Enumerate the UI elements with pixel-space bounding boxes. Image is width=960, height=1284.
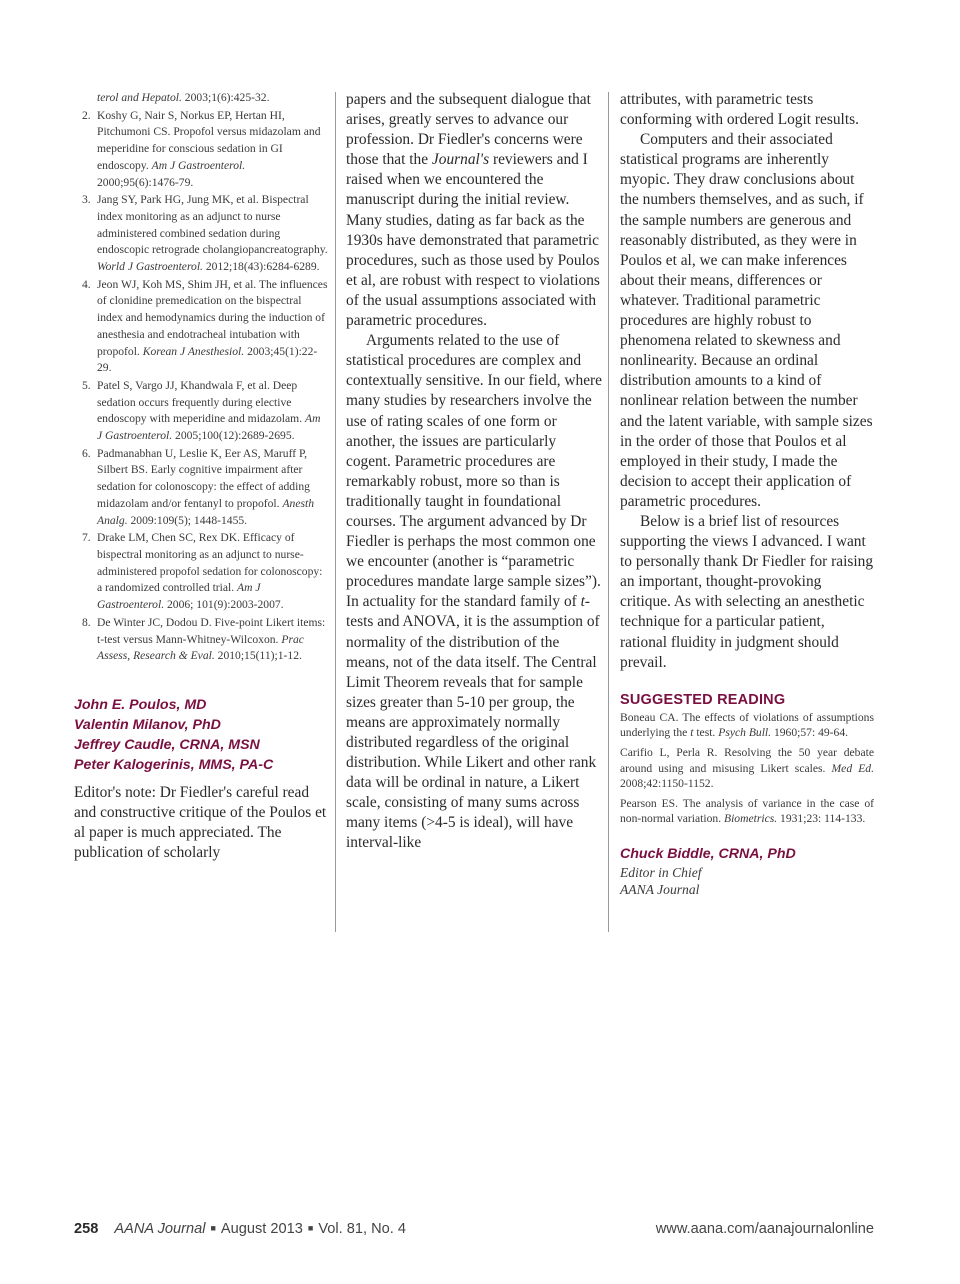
issue-date: August 2013 [220, 1221, 303, 1237]
editor-note-label: Editor's note: [74, 783, 156, 801]
column-middle [346, 90, 602, 854]
author-list [74, 695, 328, 775]
reference-number: 6. [82, 446, 91, 460]
suggested-reading-text: Pearson ES. The analysis of variance in the case of non-normal variation. [620, 796, 874, 826]
paragraph-text: reviewers and I raised when we encountered the manuscript during the initial review. Many studies, dating as far back as the 1930s have demonstrated that parametric procedures, such as those used by Poulos et al, are robust with respect to violations of the usual assumptions associated with parametric procedures. [346, 151, 600, 330]
signature-org: AANA Journal [620, 881, 700, 897]
paragraph: Below is a brief list of resources supporting the views I advanced. I want to personally thank Dr Fiedler for raising an important, thought-provoking critique. As with selecting an anesthetic technique for a particular patient, rational fluidity in judgment should prevail. [620, 512, 874, 671]
reference-text: Jeon WJ, Koh MS, Shim JH, et al. The influences of clonidine premedication on the bispectral index and hemodynamics during the induction of anesthesia and endotracheal intubation with propofol. [97, 277, 328, 358]
author-name: Jeffrey Caudle, CRNA, MSN [74, 736, 260, 753]
reference-text: Am J Gastroenterol. [97, 581, 261, 612]
suggested-reading-text: Biometrics. [724, 812, 778, 826]
reference-item [74, 192, 328, 276]
page-number: 258 [74, 1221, 99, 1237]
author-name: Valentin Milanov, PhD [74, 716, 221, 733]
journal-name: AANA Journal [114, 1221, 206, 1237]
reference-item [74, 90, 328, 107]
suggested-reading-text: Boneau CA. The effects of violations of assumptions underlying the [620, 710, 874, 740]
separator-square: ■ [307, 1223, 314, 1233]
reference-text: 2012;18(43):6284-6289. [202, 260, 320, 274]
italic-t: t [580, 593, 585, 611]
suggested-reading-item [620, 796, 874, 827]
reference-item [74, 108, 328, 192]
reference-number: 5. [82, 378, 91, 392]
column-divider [335, 92, 336, 932]
suggested-reading-text: Med Ed. [831, 761, 875, 775]
reference-text: 2009:109(5); 1448-1455. [127, 513, 248, 527]
column-left [74, 90, 328, 863]
reference-text: 2010;15(11);1-12. [214, 649, 302, 663]
separator-square: ■ [210, 1223, 216, 1233]
signature [620, 845, 874, 898]
section-heading: SUGGESTED READING [620, 691, 786, 708]
author-name: John E. Poulos, MD [74, 696, 207, 713]
page-footer [74, 1221, 874, 1243]
author-name: Peter Kalogerinis, MMS, PA-C [74, 756, 274, 773]
reference-number: 3. [82, 193, 91, 207]
reference-text: 2003;45(1):22-29. [97, 344, 318, 375]
reference-text: 2005;100(12):2689-2695. [172, 429, 295, 443]
suggested-reading-item [620, 745, 874, 792]
suggested-reading-text: 1931;23: 114-133. [777, 812, 866, 826]
suggested-reading-text: t [690, 726, 694, 740]
reference-text: 2006; 101(9):2003-2007. [164, 598, 284, 612]
reference-item [74, 615, 328, 665]
paragraph [346, 90, 602, 331]
reference-text: World J Gastroenterol. [97, 260, 203, 274]
reference-list [74, 90, 328, 665]
reference-text: 2003;1(6):425-32. [181, 91, 270, 104]
reference-text: 2000;95(6):1476-79. [97, 175, 194, 189]
journal-url[interactable]: www.aana.com/aanajournalonline [655, 1221, 874, 1237]
paragraph-text: Arguments related to the use of statistical procedures are complex and contextually sensitive. In our field, where many studies by researchers involve the use of rating scales of one form or another, the issues are particularly cogent. Parametric procedures are remarkably robust, more so than is traditionally taught in foundational courses. The argument advanced by Dr Fiedler is perhaps the most common one we encounter (another is “parametric procedures mandate large sample sizes”). In actuality for the standard family of [346, 332, 603, 611]
reference-item [74, 378, 328, 445]
reference-text: terol and Hepatol. [97, 91, 182, 104]
suggested-reading-text: Carifio L, Perla R. Resolving the 50 year debate around using and misusing Likert scales. [620, 745, 874, 775]
reference-text: Koshy G, Nair S, Norkus EP, Hertan HI, Pitchumoni CS. Propofol versus midazolam and meperidine for conscious sedation in GI endoscopy. [97, 108, 321, 172]
reference-number: 7. [82, 531, 91, 545]
reference-text: Am J Gastroenterol. [97, 412, 321, 443]
suggested-reading-list [620, 710, 874, 827]
suggested-reading-item [620, 710, 874, 741]
reference-number: 8. [82, 615, 91, 629]
reference-item [74, 446, 328, 530]
suggested-reading-text: 2008;42:1150-1152. [620, 777, 714, 791]
reference-text: Patel S, Vargo JJ, Khandwala F, et al. Deep sedation occurs frequently during elective endoscopy with meperidine and midazolam. [97, 378, 305, 426]
reference-number: 4. [82, 277, 91, 291]
column-divider [608, 92, 609, 932]
reference-number: 2. [82, 108, 91, 122]
editor-note [74, 783, 328, 863]
column-right [620, 90, 874, 898]
signature-title: Editor in Chief [620, 864, 702, 880]
volume-info: Vol. 81, No. 4 [318, 1221, 406, 1237]
reference-item [74, 277, 328, 377]
reference-text: Anesth Analg. [97, 496, 315, 527]
suggested-reading-text: test. [693, 726, 719, 740]
reference-text: De Winter JC, Dodou D. Five-point Likert items: t-test versus Mann-Whitney-Wilcoxon. [97, 615, 326, 646]
reference-text: Drake LM, Chen SC, Rex DK. Efficacy of bispectral monitoring as an adjunct to nurse-administered propofol sedation for colonoscopy: a randomized controlled trial. [97, 531, 323, 595]
reference-text: Padmanabhan U, Leslie K, Eer AS, Maruff P, Silbert BS. Early cognitive impairment after sedation for colonoscopy: the effect of adding midazolam and/or fentanyl to propofol. [97, 446, 310, 510]
signature-name: Chuck Biddle, CRNA, PhD [620, 845, 796, 862]
reference-text: Prac Assess, Research & Eval. [97, 632, 304, 663]
reference-text: Korean J Anesthesiol. [142, 344, 245, 358]
reference-item [74, 530, 328, 614]
paragraph: Computers and their associated statistical programs are inherently myopic. They draw conclusions about the numbers themselves, and as such, if the sample numbers are generous and reasonably distributed, as they were in Poulos et al, we can make inferences about their means, differences or whatever. Traditional parametric procedures are highly robust to phenomena related to skewness and nonlinearity. Because an ordinal distribution amounts to a kind of nonlinear relation between the number and the latent variable, with sample sizes in the order of those that Poulos et al employed in their study, I made the decision to accept their application of parametric procedures. [620, 131, 873, 510]
paragraph-text: -tests and ANOVA, it is the assumption of normality of the distribution of the means, not of the data itself. The Central Limit Theorem reveals that for sample sizes greater than 5-10 per group, the means are approximately normally distributed regardless of the original distribution. While Likert and other rank data will be ordinal in nature, a Likert scale, consisting of many sums across many items (>4-5 is ideal), will have interval-like [346, 593, 600, 852]
paragraph [346, 331, 602, 853]
reference-text: Am J Gastroenterol. [151, 158, 246, 172]
journal-name-italic: Journal's [431, 151, 490, 169]
suggested-reading-text: 1960;57: 49-64. [771, 726, 849, 740]
suggested-reading-text: Psych Bull. [718, 726, 772, 740]
editor-note-text: Dr Fiedler's careful read and constructive critique of the Poulos et al paper is much appreciated. The publication of scholarly [74, 783, 327, 862]
reference-text: Jang SY, Park HG, Jung MK, et al. Bispectral index monitoring as an adjunct to nurse administered combined sedation during endoscopic retrograde cholangiopancreatography. [97, 193, 328, 257]
paragraph: attributes, with parametric tests conforming with ordered Logit results. [620, 91, 859, 129]
paragraph-text: papers and the subsequent dialogue that arises, greatly serves to advance our profession. Dr Fiedler's concerns were those that the [346, 91, 591, 169]
